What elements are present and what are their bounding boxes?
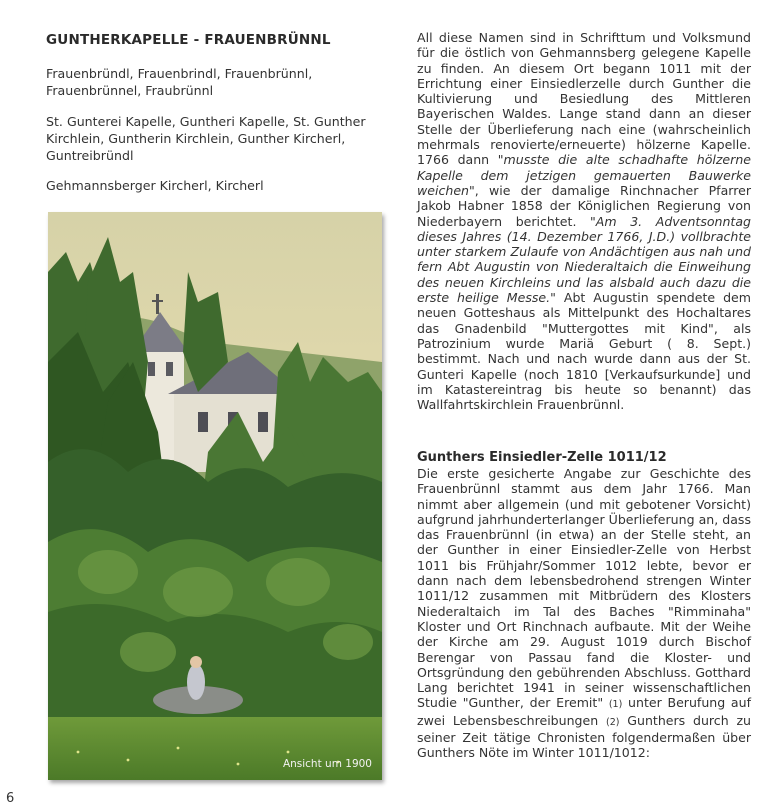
photo-caption: Ansicht um 1900	[282, 758, 372, 770]
name-variants-3: Gehmannsberger Kircherl, Kircherl	[46, 178, 264, 193]
footnote-ref-2: (2)	[606, 716, 620, 728]
intro-paragraph: All diese Namen sind in Schrifttum und Volksmund für die östlich von Gehmannsberg gelegene Kapelle zu finden. An diesem Ort begann 1011 mit der Errichtung einer Einsiedlerzelle durch Gunther die Kultivierung und Besiedlung des Mittleren Bayerischen Waldes. Lange stand dann an dieser Stelle der Überlieferung nach eine (wahrscheinlich mehrmals renovierte/erneuerte) hölzerne Kapelle. 1766 dann "musste die alte schadhafte hölzerne Kapelle dem jetzigen gemauerten Bauwerke weichen", wie der damalige Rinchnacher Pfarrer Jakob Habner 1858 der Königlichen Regierung von Niederbayern berichtet. "Am 3. Adventsonntag dieses Jahres (14. Dezember 1766, J.D.) vollbrachte unter starkem Zulaufe von Andächtigen aus nah und fern Abt Augustin von Niederaltaich die Einweihung des neuen Kirchleins und las alsbald auch dazu die erste heilige Messe." Abt Augustin spendete dem neuen Gotteshaus als Mittelpunkt des Hochaltares das Gnadenbild "Muttergottes mit Kind", als Patrozinium wurde Mariä Geburt ( 8. Sept.) bestimmt. Nach und nach wurde dann aus der St. Gunteri Kapelle (noch 1810 [Verkaufsurkunde] und im Katastereintrag bis heute so benannt) das Wallfahrtskirchlein Frauenbrünnl.	[417, 30, 752, 413]
page-number: 6	[6, 791, 15, 806]
footnote-ref-1: (1)	[608, 699, 623, 711]
name-variants-1: Frauenbründl, Frauenbrindl, Frauenbrünnl, Frauenbrünnel, Fraubrünnl	[46, 66, 313, 98]
page-title: GUNTHERKAPELLE - FRAUENBRÜNNL	[46, 32, 331, 48]
section-heading: Gunthers Einsiedler-Zelle 1011/12	[417, 450, 667, 465]
chapel-photo	[48, 212, 382, 780]
section-paragraph: Die erste gesicherte Angabe zur Geschichte des Frauenbrünnl stammt aus dem Jahr 1766. Man nimmt aber allgemein (und mit gebotener Vorsicht) aufgrund jahrhunderterlanger Überlieferung an, dass das Frauenbrünnl (in etwa) an der Stelle steht, an der Gunther in einer Einsiedler-Zelle von Herbst 1011 bis Frühjahr/Sommer 1012 lebte, bevor er dann nach dem lebensbedrohend strengen Winter 1011/12 zusammen mit Mitbrüdern des Klosters Niederaltaich im Tal des Baches "Rimminaha" Kloster und Ort Rinchnach aufbaute. Mit der Weihe der Kirche am 29. August 1019 durch Bischof Berengar von Passau fand die Kloster- und Ortsgründung den gebührenden Abschluss. Gotthard Lang berichtet 1941 in seiner wissenschaftlichen Studie "Gunther, der Eremit" (1) unter Berufung auf zwei Lebensbeschreibungen (2) Gunthers durch zu seiner Zeit tätige Chronisten folgendermaßen über Gunthers Nöte im Winter 1011/1012:	[417, 466, 751, 761]
name-variants-2: St. Gunterei Kapelle, Guntheri Kapelle, St. Gunther Kirchlein, Guntherin Kirchlein, Gunther Kircherl, Guntreibründl	[46, 114, 366, 163]
